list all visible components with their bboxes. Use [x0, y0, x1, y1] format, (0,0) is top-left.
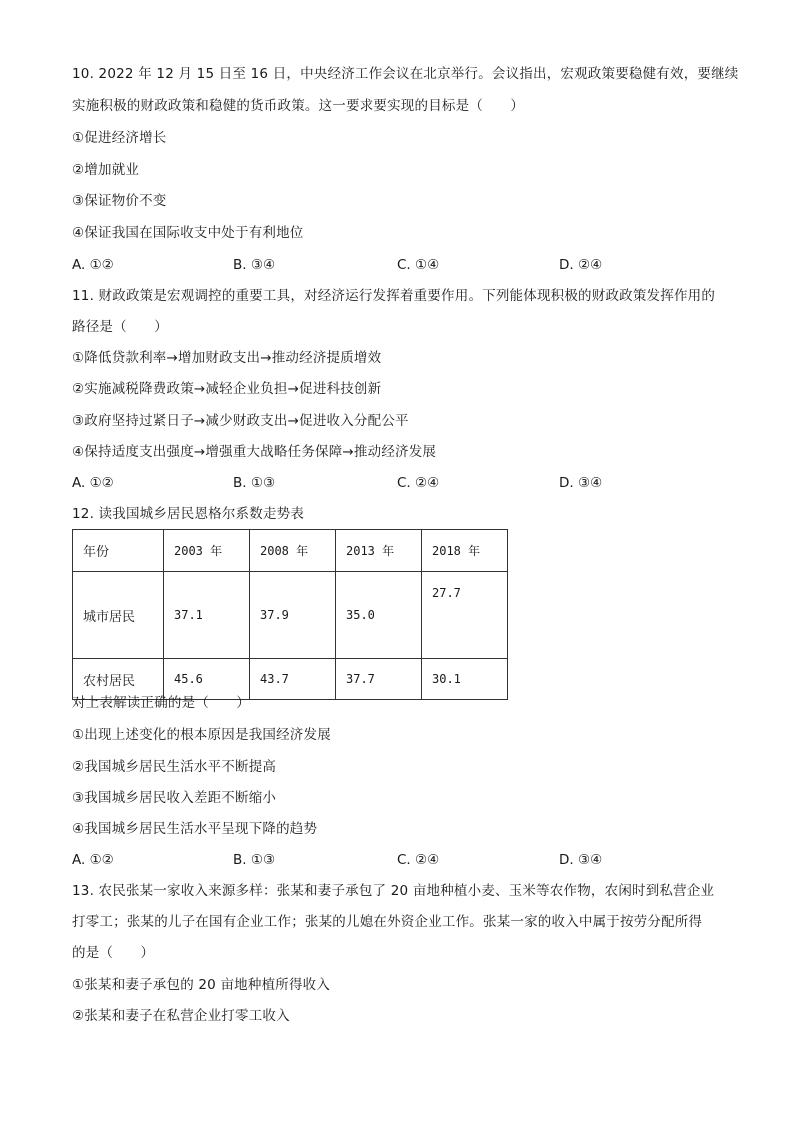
q10-item-4: ④保证我国在国际收支中处于有利地位: [72, 225, 304, 241]
q10-item-3: ③保证物价不变: [72, 193, 167, 209]
q12-stem-line-1: 12. 读我国城乡居民恩格尔系数走势表: [72, 506, 305, 522]
engel-coefficient-table: [72, 529, 508, 700]
table-cell: 37.1: [164, 572, 250, 659]
table-cell: 43.7: [250, 659, 336, 700]
q11-option-b: B. ①③: [233, 475, 276, 491]
q12-option-d: D. ③④: [559, 852, 603, 868]
q12-item-3: ③我国城乡居民收入差距不断缩小: [72, 790, 277, 806]
q13-stem-line-1: 13. 农民张某一家收入来源多样：张某和妻子承包了 20 亩地种植小麦、玉米等农作物，农闲时到私营企业: [72, 883, 715, 899]
table-header-cell: 年份: [73, 530, 164, 572]
q12-item-1: ①出现上述变化的根本原因是我国经济发展: [72, 727, 331, 743]
table-cell: 37.9: [250, 572, 336, 659]
q10-option-b: B. ③④: [233, 257, 276, 273]
table-cell: 30.1: [422, 659, 508, 700]
table-header-cell: 2013 年: [336, 530, 422, 572]
q10-item-2: ②增加就业: [72, 162, 140, 178]
q10-stem-line-2: 实施积极的财政政策和稳健的货币政策。这一要求要实现的目标是（ ）: [72, 98, 525, 114]
q11-stem-line-1: 11. 财政政策是宏观调控的重要工具，对经济运行发挥着重要作用。下列能体现积极的财政政策发挥作用的: [72, 288, 716, 304]
table-cell: 37.7: [336, 659, 422, 700]
table-header-cell: 2003 年: [164, 530, 250, 572]
q11-options: [72, 474, 732, 492]
table-cell: 35.0: [336, 572, 422, 659]
q11-item-3: ③政府坚持过紧日子→减少财政支出→促进收入分配公平: [72, 413, 409, 429]
q10-option-c: C. ①④: [397, 257, 440, 273]
q11-option-c: C. ②④: [397, 475, 440, 491]
table-cell: 城市居民: [73, 572, 164, 659]
q11-item-4: ④保持适度支出强度→增强重大战略任务保障→推动经济发展: [72, 444, 437, 460]
q11-option-a: A. ①②: [72, 475, 114, 491]
table-header-row: [73, 530, 508, 572]
table-cell: 农村居民: [73, 659, 164, 700]
q11-item-1: ①降低贷款利率→增加财政支出→推动经济提质增效: [72, 350, 382, 366]
q12-item-2: ②我国城乡居民生活水平不断提高: [72, 759, 277, 775]
q12-stem-question: 对上表解读正确的是（ ）: [72, 695, 251, 711]
q12-option-a: A. ①②: [72, 852, 114, 868]
q12-item-4: ④我国城乡居民生活水平呈现下降的趋势: [72, 821, 318, 837]
q11-stem-line-2: 路径是（ ）: [72, 319, 168, 335]
q10-stem-line-1: 10. 2022 年 12 月 15 日至 16 日，中央经济工作会议在北京举行。会议指出，宏观政策要稳健有效，要继续: [72, 66, 739, 82]
q10-option-d: D. ②④: [559, 257, 603, 273]
table-cell: 45.6: [164, 659, 250, 700]
q13-stem-line-2: 打零工；张某的儿子在国有企业工作；张某的儿媳在外资企业工作。张某一家的收入中属于按劳分配所得: [72, 914, 703, 930]
q11-item-2: ②实施减税降费政策→减轻企业负担→促进科技创新: [72, 381, 382, 397]
q10-options: [72, 256, 732, 274]
q12-options: [72, 851, 732, 869]
table-header-cell: 2018 年: [422, 530, 508, 572]
q10-item-1: ①促进经济增长: [72, 130, 167, 146]
q10-option-a: A. ①②: [72, 257, 114, 273]
q12-option-c: C. ②④: [397, 852, 440, 868]
table-row: [73, 572, 508, 659]
q13-item-1: ①张某和妻子承包的 20 亩地种植所得收入: [72, 977, 331, 993]
q12-option-b: B. ①③: [233, 852, 276, 868]
q13-item-2: ②张某和妻子在私营企业打零工收入: [72, 1008, 290, 1024]
table-header-cell: 2008 年: [250, 530, 336, 572]
q13-stem-line-3: 的是（ ）: [72, 945, 155, 961]
q11-option-d: D. ③④: [559, 475, 603, 491]
table-cell: 27.7: [422, 572, 508, 659]
